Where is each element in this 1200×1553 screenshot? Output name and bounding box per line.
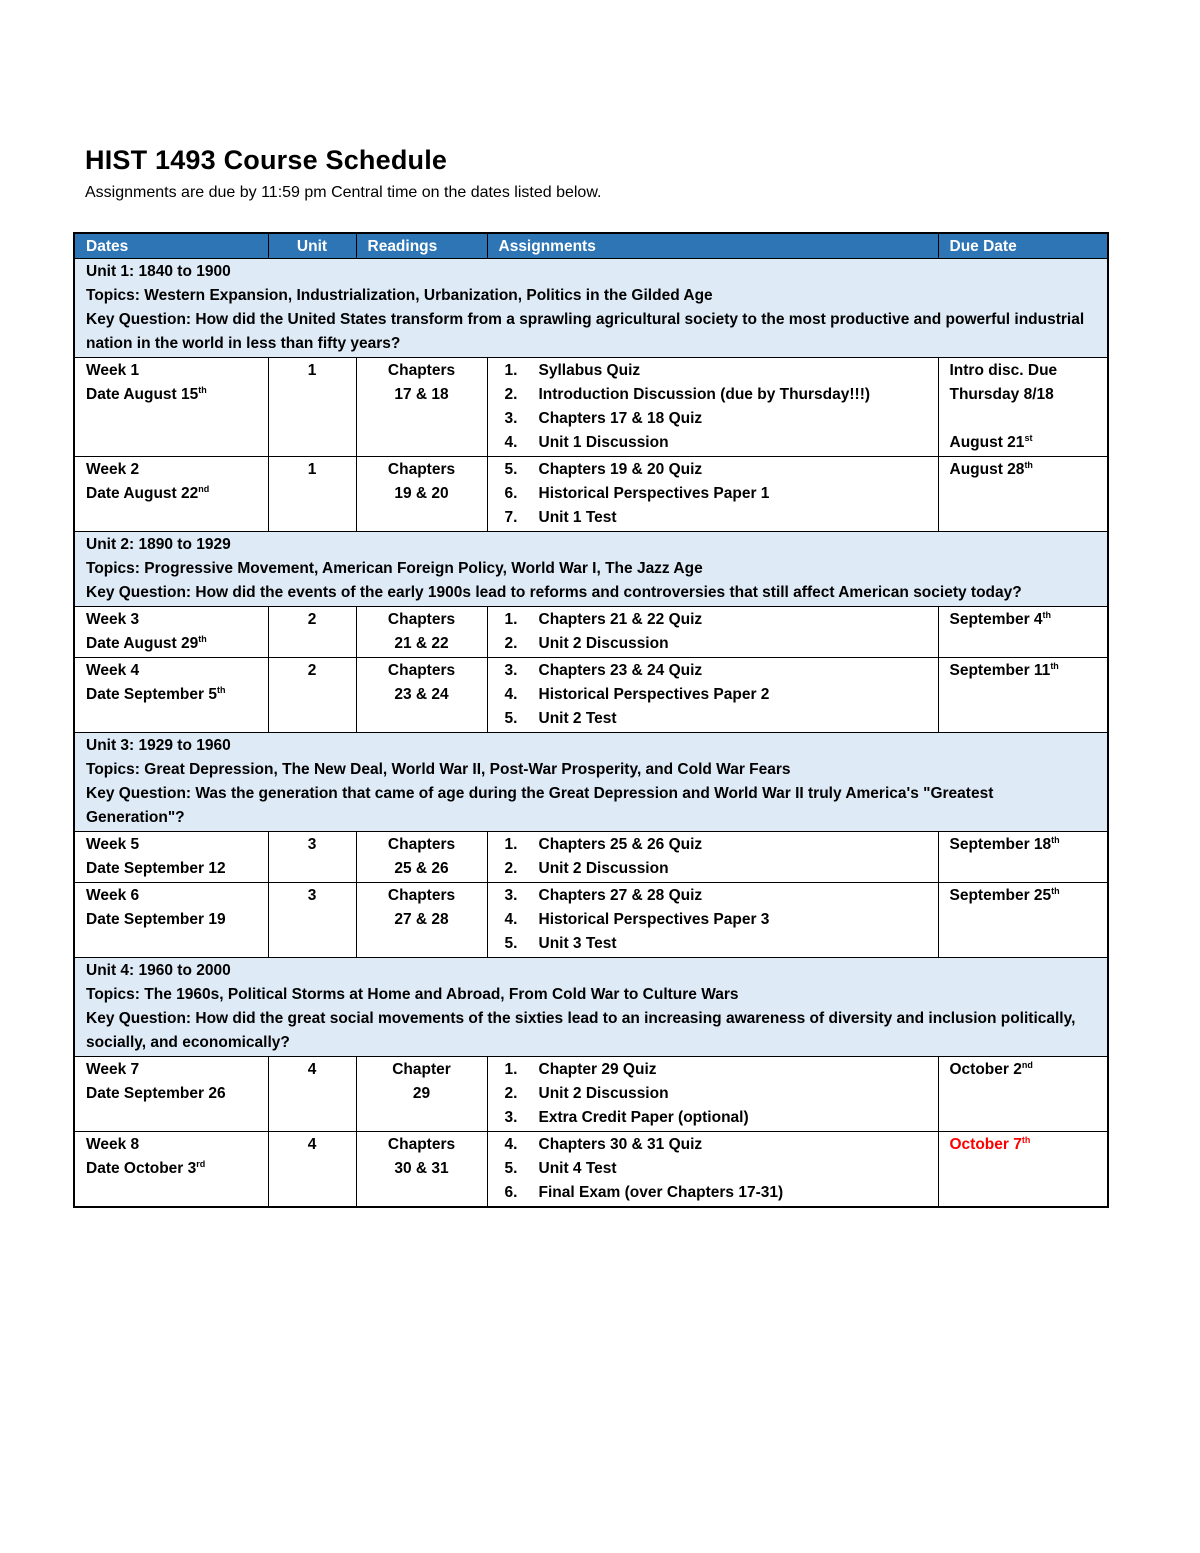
week-date xyxy=(86,683,257,707)
assignment-number: 2. xyxy=(504,860,518,877)
due-date-suffix: th xyxy=(1024,459,1033,470)
assignment-item xyxy=(499,1181,927,1205)
week-date-text: Date September 19 xyxy=(86,911,226,928)
assignment-text: Historical Perspectives Paper 2 xyxy=(538,686,770,703)
reading-line: Chapters xyxy=(387,662,456,679)
due-date-line xyxy=(950,431,1097,455)
unit-title: Unit 3: 1929 to 1960 xyxy=(86,737,231,754)
week-date-suffix: th xyxy=(198,384,207,395)
assignment-text: Syllabus Quiz xyxy=(538,362,641,379)
assignment-item xyxy=(499,1157,927,1181)
week-row xyxy=(74,1132,1108,1208)
assignment-list xyxy=(499,659,927,731)
reading-line: 30 & 31 xyxy=(394,1160,449,1177)
reading-line: 29 xyxy=(412,1085,431,1102)
reading-line: Chapter xyxy=(392,1061,451,1078)
due-date-line xyxy=(950,1058,1097,1082)
unit-header-cell xyxy=(74,532,1108,607)
due-date-line xyxy=(950,383,1097,407)
week-date xyxy=(86,908,257,932)
assignment-text: Unit 2 Discussion xyxy=(538,1085,669,1102)
week-label: Week 2 xyxy=(86,461,140,478)
due-date-line xyxy=(950,407,1097,431)
assignment-item xyxy=(499,857,927,881)
week-readings-cell xyxy=(356,832,487,883)
week-date xyxy=(86,857,257,881)
week-label: Week 4 xyxy=(86,662,140,679)
unit-key-question: Key Question: How did the great social movements of the sixties lead to an increasing awareness of diversity and inclusion politically, socially, and economically? xyxy=(86,1010,1076,1051)
header-assignments: Assignments xyxy=(487,233,938,259)
due-date-suffix: st xyxy=(1024,432,1033,443)
assignment-text: Chapter 29 Quiz xyxy=(538,1061,657,1078)
week-label: Week 3 xyxy=(86,611,140,628)
week-date-text: Date September 26 xyxy=(86,1085,226,1102)
assignment-text: Chapters 21 & 22 Quiz xyxy=(538,611,703,628)
week-assignments-cell xyxy=(487,1132,938,1208)
assignment-text: Chapters 30 & 31 Quiz xyxy=(538,1136,703,1153)
assignment-number: 3. xyxy=(504,1109,518,1126)
week-due-cell xyxy=(938,1057,1108,1132)
week-row xyxy=(74,832,1108,883)
unit-topics: Topics: Progressive Movement, American Foreign Policy, World War I, The Jazz Age xyxy=(86,560,703,577)
assignment-text: Chapters 19 & 20 Quiz xyxy=(538,461,703,478)
assignment-text: Final Exam (over Chapters 17-31) xyxy=(538,1184,784,1201)
assignment-item xyxy=(499,506,927,530)
week-date-text: Date August 22 xyxy=(86,485,199,502)
assignment-number: 2. xyxy=(504,635,518,652)
week-assignments-cell xyxy=(487,358,938,457)
unit-key-question: Key Question: Was the generation that came of age during the Great Depression and World War II truly America's "Greatest Generation"? xyxy=(86,785,994,826)
due-date-line xyxy=(950,1133,1097,1157)
header-unit: Unit xyxy=(268,233,356,259)
assignment-text: Unit 2 Discussion xyxy=(538,635,669,652)
week-readings-cell xyxy=(356,358,487,457)
reading-line: 23 & 24 xyxy=(394,686,449,703)
due-date-text: October 2 xyxy=(949,1061,1022,1078)
assignment-text: Historical Perspectives Paper 3 xyxy=(538,911,770,928)
assignment-text: Unit 1 Discussion xyxy=(538,434,669,451)
assignment-text: Chapters 17 & 18 Quiz xyxy=(538,410,703,427)
unit-header-row xyxy=(74,958,1108,1057)
reading-line: 19 & 20 xyxy=(394,485,449,502)
unit-header-row xyxy=(74,733,1108,832)
schedule-table xyxy=(73,232,1109,1208)
week-date-text: Date September 12 xyxy=(86,860,226,877)
assignment-number: 3. xyxy=(504,410,518,427)
week-due-cell xyxy=(938,457,1108,532)
unit-header-row xyxy=(74,259,1108,358)
week-due-cell xyxy=(938,658,1108,733)
unit-title: Unit 1: 1840 to 1900 xyxy=(86,263,231,280)
week-readings-cell xyxy=(356,457,487,532)
reading-line: 27 & 28 xyxy=(394,911,449,928)
assignment-number: 3. xyxy=(504,662,518,679)
unit-title: Unit 4: 1960 to 2000 xyxy=(86,962,231,979)
unit-header-cell xyxy=(74,259,1108,358)
due-date-text: August 21 xyxy=(949,434,1025,451)
due-date-suffix: th xyxy=(1050,660,1059,671)
unit-topics: Topics: The 1960s, Political Storms at Home and Abroad, From Cold War to Culture Wars xyxy=(86,986,739,1003)
assignment-list xyxy=(499,458,927,530)
week-date xyxy=(86,1157,257,1181)
assignment-text: Unit 4 Test xyxy=(538,1160,617,1177)
week-unit-cell: 2 xyxy=(268,607,356,658)
week-label: Week 5 xyxy=(86,836,140,853)
unit-header-cell xyxy=(74,958,1108,1057)
assignment-list xyxy=(499,1058,927,1130)
reading-line: 25 & 26 xyxy=(394,860,449,877)
assignment-number: 2. xyxy=(504,386,518,403)
reading-line: 21 & 22 xyxy=(394,635,449,652)
unit-header-row xyxy=(74,532,1108,607)
week-row xyxy=(74,607,1108,658)
assignment-item xyxy=(499,608,927,632)
due-date-text: Thursday 8/18 xyxy=(949,386,1054,403)
assignment-number: 1. xyxy=(504,362,518,379)
assignment-number: 5. xyxy=(504,1160,518,1177)
due-date-line xyxy=(950,884,1097,908)
assignment-item xyxy=(499,1106,927,1130)
assignment-number: 5. xyxy=(504,710,518,727)
assignment-text: Chapters 23 & 24 Quiz xyxy=(538,662,703,679)
assignment-item xyxy=(499,482,927,506)
due-date-suffix: nd xyxy=(1021,1059,1033,1070)
assignment-list xyxy=(499,1133,927,1205)
week-unit-cell: 3 xyxy=(268,883,356,958)
due-date-line xyxy=(950,659,1097,683)
due-date-suffix: th xyxy=(1021,1134,1031,1145)
due-date-suffix: th xyxy=(1051,885,1060,896)
week-due-cell xyxy=(938,883,1108,958)
assignment-item xyxy=(499,383,927,407)
week-label: Week 8 xyxy=(86,1136,140,1153)
assignment-number: 1. xyxy=(504,836,518,853)
due-date-suffix: th xyxy=(1051,834,1060,845)
reading-line: Chapters xyxy=(387,611,456,628)
due-date-text: September 11 xyxy=(949,662,1051,679)
week-assignments-cell xyxy=(487,658,938,733)
assignment-item xyxy=(499,659,927,683)
due-date-suffix: th xyxy=(1042,609,1052,620)
week-assignments-cell xyxy=(487,883,938,958)
week-date-text: Date August 15 xyxy=(86,386,199,403)
week-unit-cell: 2 xyxy=(268,658,356,733)
assignment-number: 5. xyxy=(504,935,518,952)
due-date-text: September 4 xyxy=(949,611,1043,628)
assignment-item xyxy=(499,683,927,707)
unit-key-question: Key Question: How did the United States transform from a sprawling agricultural society to the most productive and powerful industrial nation in the world in less than fifty years? xyxy=(86,311,1085,352)
week-dates-cell xyxy=(74,607,268,658)
week-dates-cell xyxy=(74,1132,268,1208)
assignment-item xyxy=(499,431,927,455)
assignment-text: Extra Credit Paper (optional) xyxy=(538,1109,749,1126)
schedule-body xyxy=(74,259,1108,1208)
assignment-item xyxy=(499,833,927,857)
reading-line: Chapters xyxy=(387,1136,456,1153)
assignment-text: Unit 2 Discussion xyxy=(538,860,669,877)
assignment-text: Unit 2 Test xyxy=(538,710,617,727)
assignment-text: Unit 1 Test xyxy=(538,509,617,526)
week-row xyxy=(74,883,1108,958)
assignment-text: Unit 3 Test xyxy=(538,935,617,952)
due-date-line xyxy=(950,458,1097,482)
week-date-text: Date October 3 xyxy=(86,1160,197,1177)
due-date-text: September 18 xyxy=(949,836,1052,853)
page-title: HIST 1493 Course Schedule xyxy=(85,145,448,175)
assignment-number: 6. xyxy=(504,485,518,502)
assignment-list xyxy=(499,359,927,455)
week-label: Week 1 xyxy=(86,362,140,379)
assignment-list xyxy=(499,608,927,656)
week-label: Week 7 xyxy=(86,1061,140,1078)
week-unit-cell: 1 xyxy=(268,457,356,532)
week-assignments-cell xyxy=(487,607,938,658)
assignment-number: 3. xyxy=(504,887,518,904)
assignment-number: 1. xyxy=(504,1061,518,1078)
week-date-suffix: th xyxy=(198,633,207,644)
week-row xyxy=(74,358,1108,457)
header-due-date: Due Date xyxy=(938,233,1108,259)
table-header-row xyxy=(74,233,1108,259)
assignment-item xyxy=(499,359,927,383)
assignment-item xyxy=(499,632,927,656)
week-unit-cell: 4 xyxy=(268,1057,356,1132)
reading-line: Chapters xyxy=(387,461,456,478)
unit-key-question: Key Question: How did the events of the early 1900s lead to reforms and controversies that still affect American society today? xyxy=(86,584,1022,601)
assignment-item xyxy=(499,1058,927,1082)
week-date-suffix: th xyxy=(216,684,226,695)
week-unit-cell: 3 xyxy=(268,832,356,883)
week-dates-cell xyxy=(74,832,268,883)
header-dates: Dates xyxy=(74,233,268,259)
unit-topics: Topics: Great Depression, The New Deal, World War II, Post-War Prosperity, and Cold War Fears xyxy=(86,761,791,778)
reading-line: Chapters xyxy=(387,887,456,904)
assignment-number: 5. xyxy=(504,461,518,478)
page-subtitle: Assignments are due by 11:59 pm Central time on the dates listed below. xyxy=(85,184,602,201)
week-label: Week 6 xyxy=(86,887,140,904)
week-readings-cell xyxy=(356,1132,487,1208)
due-date-text: October 7 xyxy=(949,1136,1022,1153)
due-date-line xyxy=(950,359,1097,383)
week-row xyxy=(74,1057,1108,1132)
assignment-item xyxy=(499,707,927,731)
assignment-number: 2. xyxy=(504,1085,518,1102)
assignment-number: 4. xyxy=(504,911,518,928)
assignment-item xyxy=(499,932,927,956)
due-date-line xyxy=(950,608,1097,632)
assignment-text: Chapters 27 & 28 Quiz xyxy=(538,887,703,904)
week-readings-cell xyxy=(356,883,487,958)
assignment-text: Introduction Discussion (due by Thursday!!!) xyxy=(538,386,871,403)
due-date-text: August 28 xyxy=(949,461,1025,478)
week-readings-cell xyxy=(356,658,487,733)
week-unit-cell: 1 xyxy=(268,358,356,457)
week-dates-cell xyxy=(74,358,268,457)
week-dates-cell xyxy=(74,658,268,733)
due-date-text: Intro disc. Due xyxy=(949,362,1058,379)
week-date-suffix: nd xyxy=(198,483,210,494)
week-due-cell xyxy=(938,358,1108,457)
assignment-number: 6. xyxy=(504,1184,518,1201)
week-date-text: Date September 5 xyxy=(86,686,217,703)
unit-header-cell xyxy=(74,733,1108,832)
due-date-line xyxy=(950,833,1097,857)
week-dates-cell xyxy=(74,1057,268,1132)
reading-line: Chapters xyxy=(387,836,456,853)
week-date-text: Date August 29 xyxy=(86,635,199,652)
assignment-item xyxy=(499,908,927,932)
week-row xyxy=(74,457,1108,532)
week-row xyxy=(74,658,1108,733)
week-due-cell xyxy=(938,832,1108,883)
assignment-item xyxy=(499,1082,927,1106)
week-readings-cell xyxy=(356,607,487,658)
week-date xyxy=(86,482,257,506)
reading-line: 17 & 18 xyxy=(394,386,449,403)
assignment-number: 4. xyxy=(504,1136,518,1153)
week-due-cell xyxy=(938,607,1108,658)
week-readings-cell xyxy=(356,1057,487,1132)
assignment-number: 4. xyxy=(504,434,518,451)
unit-title: Unit 2: 1890 to 1929 xyxy=(86,536,231,553)
assignment-text: Historical Perspectives Paper 1 xyxy=(538,485,770,502)
unit-topics: Topics: Western Expansion, Industrialization, Urbanization, Politics in the Gilded Age xyxy=(86,287,713,304)
week-date xyxy=(86,632,257,656)
week-date xyxy=(86,383,257,407)
assignment-number: 4. xyxy=(504,686,518,703)
header-readings: Readings xyxy=(356,233,487,259)
week-unit-cell: 4 xyxy=(268,1132,356,1208)
assignment-item xyxy=(499,458,927,482)
assignment-item xyxy=(499,884,927,908)
assignment-list xyxy=(499,833,927,881)
assignment-text: Chapters 25 & 26 Quiz xyxy=(538,836,703,853)
week-dates-cell xyxy=(74,457,268,532)
week-date xyxy=(86,1082,257,1106)
assignment-list xyxy=(499,884,927,956)
week-assignments-cell xyxy=(487,1057,938,1132)
reading-line: Chapters xyxy=(387,362,456,379)
assignment-number: 1. xyxy=(504,611,518,628)
due-date-text: September 25 xyxy=(949,887,1052,904)
week-dates-cell xyxy=(74,883,268,958)
assignment-item xyxy=(499,407,927,431)
assignment-number: 7. xyxy=(504,509,518,526)
week-date-suffix: rd xyxy=(196,1158,206,1169)
week-assignments-cell xyxy=(487,832,938,883)
week-due-cell xyxy=(938,1132,1108,1208)
assignment-item xyxy=(499,1133,927,1157)
week-assignments-cell xyxy=(487,457,938,532)
